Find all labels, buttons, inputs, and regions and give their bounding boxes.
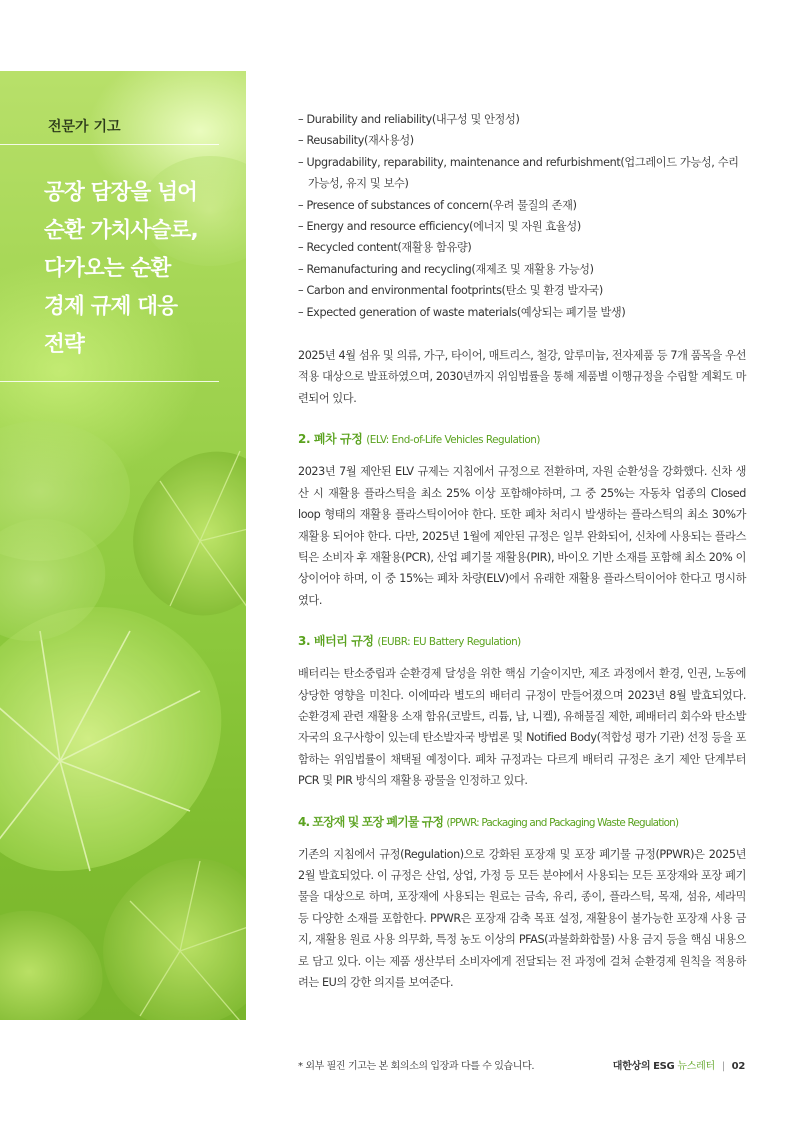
intro-paragraph: 2025년 4월 섬유 및 의류, 가구, 타이어, 매트리스, 철강, 알루미늄, 전자제품 등 7개 품목을 우선적용 대상으로 발표하였으며, 2030년까지 위임법률을 통해 제품별 이행규정을 수립할 계획도 마련되어 있다. [298,349,746,405]
section-heading-subtitle: (PPWR: Packaging and Packaging Waste Regulation) [446,816,679,829]
divider-bottom [0,381,219,382]
list-item: – Remanufacturing and recycling(재제조 및 재활용 가능성) [298,262,594,276]
list-item: – Expected generation of waste materials(예상되는 폐기물 발생) [298,305,626,319]
article-body [298,109,746,993]
section-heading-packaging [298,812,746,833]
section-paragraph-battery: 배터리는 탄소중립과 순환경제 달성을 위한 핵심 기술이지만, 제조 과정에서 환경, 인권, 노동에 상당한 영향을 미친다. 이에따라 별도의 배터리 규정이 만들어졌으며 2023년 8월 발효되었다. 순환경제 관련 재활용 소재 함유(코발트, 리튬, 납, 니켈), 유해물질 제한, 폐배터리 회수와 탄소발자국의 요구사항이 있는데 탄소발자국 방법론 및 Notified Body(적합성 평가 기관) 선정 등을 포함하는 위임법률이 채택될 예정이다. 폐차 규정과는 다르게 배터리 규정은 초기 제안 단계부터 PCR 및 PIR 방식의 재활용 광물을 인정하고 있다. [298,667,746,788]
cover-panel [0,71,246,1020]
list-item: – Durability and reliability(내구성 및 안정성) [298,113,520,126]
publication-esg: ESG [653,1061,675,1072]
list-item: – Carbon and environmental footprints(탄소 및 환경 발자국) [298,284,603,298]
list-item: – Presence of substances of concern(우려 물질의 존재) [298,198,577,212]
article-title-line: 순환 가치사슬로, [44,218,198,243]
article-title-line: 경제 규제 대응 [44,294,178,319]
section-heading-subtitle: (ELV: End-of-Life Vehicles Regulation) [366,434,540,447]
list-item: – Energy and resource efficiency(에너지 및 자원 효율성) [298,220,581,234]
article-title-line: 전략 [44,332,84,357]
article-title-line: 공장 담장을 넘어 [44,180,198,205]
disclaimer-note: * 외부 필진 기고는 본 회의소의 입장과 다를 수 있습니다. [298,1061,535,1072]
section-paragraph-packaging: 기존의 지침에서 규정(Regulation)으로 강화된 포장재 및 포장 폐기물 규정(PPWR)은 2025년 2월 발효되었다. 이 규정은 산업, 상업, 가정 등 모든 분야에서 사용되는 모든 포장재와 포장 폐기물을 대상으로 하며, 포장재에 사용되는 원료는 금속, 유리, 종이, 플라스틱, 목재, 섬유, 세라믹 등 다양한 소재를 포함한다. PPWR은 포장재 감축 목표 설정, 재활용이 불가능한 포장재 사용 금지, 재활용 원료 사용 의무화, 특정 농도 이상의 PFAS(과불화화합물) 사용 금지 등을 핵심 내용으로 담고 있다. 이는 제품 생산부터 소비자에게 전달되는 전 과정에 걸쳐 순환경제 원칙을 적용하려는 EU의 강한 의지를 보여준다. [298,847,746,989]
article-title-line: 다가오는 순환 [44,256,171,281]
list-item: – Reusability(재사용성) [298,134,414,148]
footer-publication [613,1057,745,1072]
publisher-name: 대한상의 [612,1061,651,1072]
criteria-list [298,109,746,323]
list-item: – Upgradability, reparability, maintenance and refurbishment(업그레이드 가능성, 수리 가능성, 유지 및 보수) [298,155,739,191]
footer-separator: | [721,1061,725,1072]
section-heading-elv [298,429,746,450]
divider-top [0,144,219,145]
section-heading-battery [298,631,746,652]
section-heading-title: 4. 포장재 및 포장 폐기물 규정 [298,814,444,829]
publication-newsletter: 뉴스레터 [677,1061,715,1072]
section-heading-title: 2. 폐차 규정 [298,432,363,447]
section-heading-title: 3. 배터리 규정 [298,634,374,649]
column-category-label: 전문가 기고 [48,119,121,135]
list-item: – Recycled content(재활용 함유량) [298,241,472,255]
page-number: 02 [731,1061,745,1072]
section-paragraph-elv: 2023년 7월 제안된 ELV 규제는 지침에서 규정으로 전환하며, 자원 순환성을 강화했다. 신차 생산 시 재활용 플라스틱을 최소 25% 이상 포함해야하며, 그 중 25%는 자동차 업종의 Closed loop 형태의 재활용 플라스틱이어야 한다. 또한 폐차 처리시 발생하는 플라스틱의 최소 30%가 재활용 되어야 한다. 다만, 2025년 1월에 제안된 규정은 일부 완화되어, 신차에 사용되는 플라스틱은 소비자 후 재활용(PCR), 산업 폐기물 재활용(PIR), 바이오 기반 소재를 포함해 최소 20% 이상이어야 하며, 이 중 15%는 폐차 차량(ELV)에서 유래한 재활용 플라스틱이어야 한다고 명시하였다. [298,465,746,607]
article-title [44,174,240,364]
section-heading-subtitle: (EUBR: EU Battery Regulation) [377,636,521,649]
